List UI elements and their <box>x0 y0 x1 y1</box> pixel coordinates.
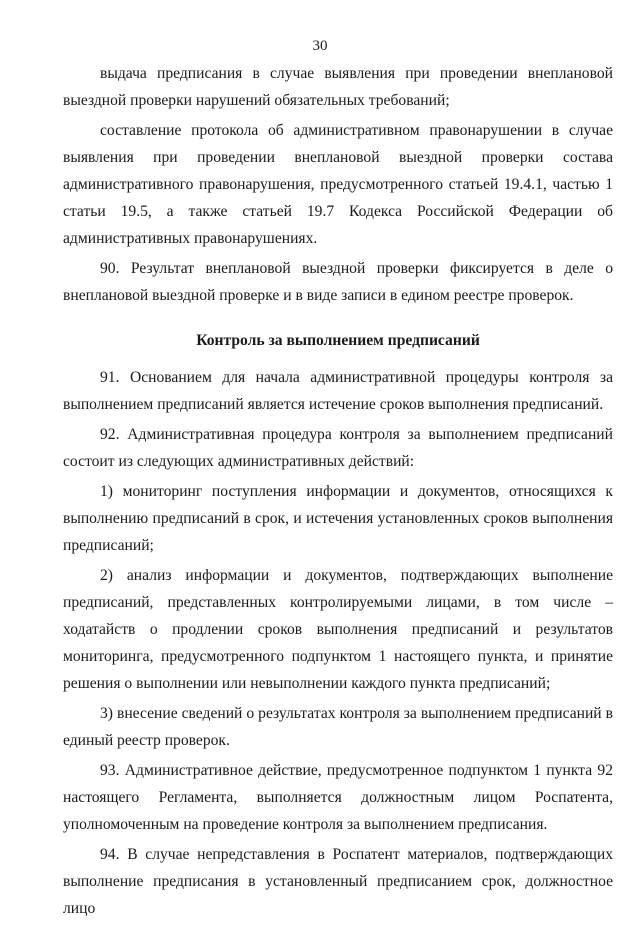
paragraph-92-item-3: 3) внесение сведений о результатах контроля за выполнением предписаний в единый реестр проверок. <box>63 705 613 749</box>
paragraph-92-item-1: 1) мониторинг поступления информации и документов, относящихся к выполнению предписаний в срок, и истечения установленных сроков выполнения предписаний; <box>63 483 613 554</box>
paragraph-92: 92. Административная процедура контроля за выполнением предписаний состоит из следующих административных действий: <box>63 426 613 470</box>
paragraph-protocol: составление протокола об административном правонарушении в случае выявления при проведении внеплановой выездной проверки состава административного правонарушения, предусмотренного статьей 19.4.1, частью 1 статьи 19.5, а также статьей 19.7 Кодекса Российской Федерации об административных правонарушениях. <box>63 122 613 247</box>
paragraph-92-item-2: 2) анализ информации и документов, подтверждающих выполнение предписаний, представленных контролируемыми лицами, в том числе – ходатайств о продлении сроков выполнения предписаний и результатов мониторинга, предусмотренного подпунктом 1 настоящего пункта, и принятие решения о выполнении или невыполнении каждого пункта предписаний; <box>63 567 613 692</box>
section-heading: Контроль за выполнением предписаний <box>196 332 480 349</box>
paragraph-issue-order: выдача предписания в случае выявления при проведении внеплановой выездной проверки нарушений обязательных требований; <box>63 65 613 109</box>
paragraph-90: 90. Результат внеплановой выездной проверки фиксируется в деле о внеплановой выездной проверке и в виде записи в едином реестре проверок. <box>63 260 613 304</box>
paragraph-93: 93. Административное действие, предусмотренное подпунктом 1 пункта 92 настоящего Регламента, выполняется должностным лицом Роспатента, уполномоченным на проведение контроля за выполнением предписания. <box>63 762 613 833</box>
paragraph-91: 91. Основанием для начала административной процедуры контроля за выполнением предписаний является истечение сроков выполнения предписаний. <box>63 369 613 413</box>
document-body <box>63 60 613 925</box>
paragraph-94: 94. В случае непредставления в Роспатент материалов, подтверждающих выполнение предписания в установленный предписанием срок, должностное лицо <box>63 846 613 917</box>
page-number: 30 <box>312 38 328 54</box>
